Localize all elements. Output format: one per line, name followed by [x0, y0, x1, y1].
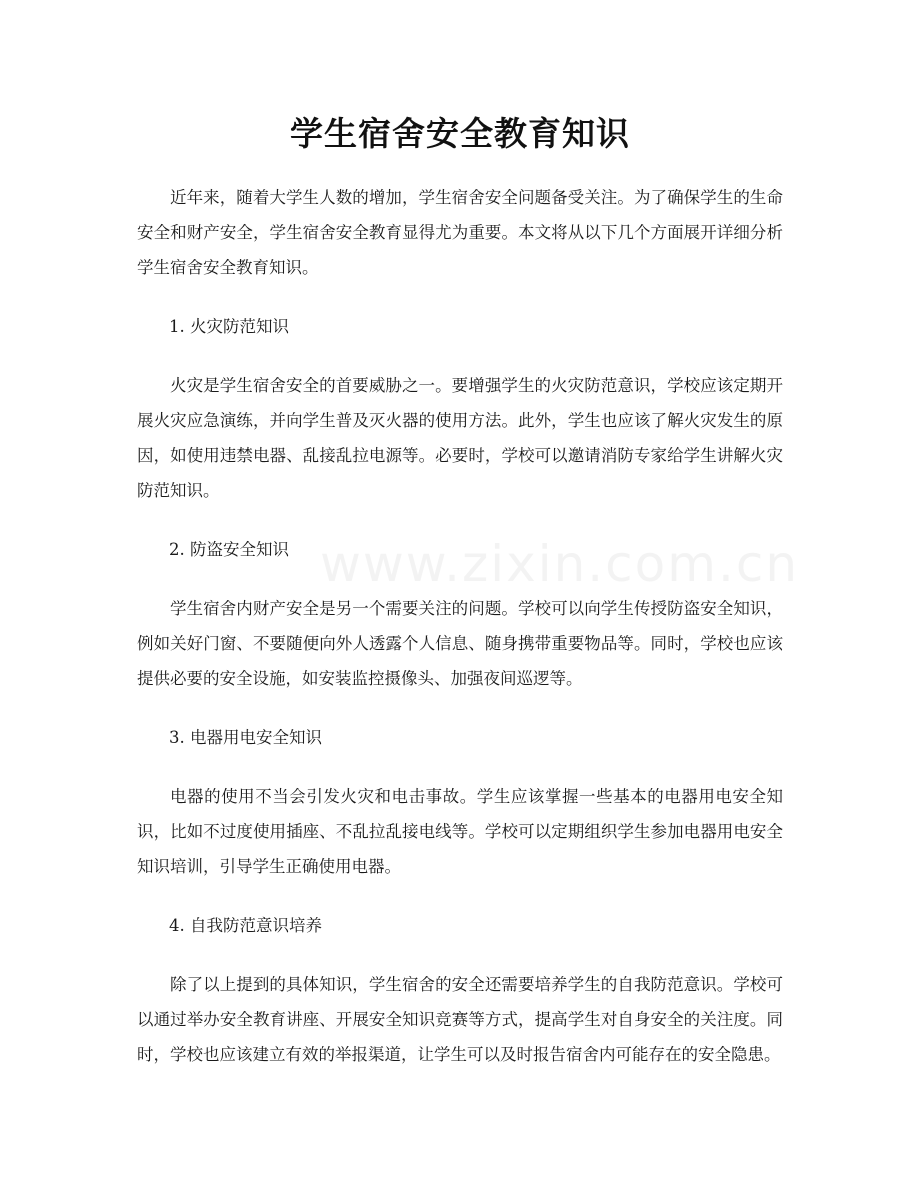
section-heading-self-defense: 4. 自我防范意识培养 [169, 916, 322, 935]
section-heading-electric: 3. 电器用电安全知识 [169, 728, 322, 747]
document-title: 学生宿舍安全教育知识 [290, 114, 630, 153]
document-body [137, 180, 783, 1096]
section-heading-fire: 1. 火灾防范知识 [169, 317, 289, 336]
watermark: www.zixin.com.cn [320, 535, 800, 593]
section-paragraph-fire: 火灾是学生宿舍安全的首要威胁之一。要增强学生的火灾防范意识，学校应该定期开展火灾应急演练，并向学生普及灭火器的使用方法。此外，学生也应该了解火灾发生的原因，如使用违禁电器、乱接乱拉电源等。必要时，学校可以邀请消防专家给学生讲解火灾防范知识。 [137, 376, 783, 500]
section-paragraph-self-defense: 除了以上提到的具体知识，学生宿舍的安全还需要培养学生的自我防范意识。学校可以通过举办安全教育讲座、开展安全知识竞赛等方式，提高学生对自身安全的关注度。同时，学校也应该建立有效的举报渠道，让学生可以及时报告宿舍内可能存在的安全隐患。 [137, 975, 783, 1064]
section-paragraph-theft: 学生宿舍内财产安全是另一个需要关注的问题。学校可以向学生传授防盗安全知识，例如关好门窗、不要随便向外人透露个人信息、随身携带重要物品等。同时，学校也应该提供必要的安全设施，如安装监控摄像头、加强夜间巡逻等。 [137, 599, 783, 688]
section-paragraph-electric: 电器的使用不当会引发火灾和电击事故。学生应该掌握一些基本的电器用电安全知识，比如不过度使用插座、不乱拉乱接电线等。学校可以定期组织学生参加电器用电安全知识培训，引导学生正确使用电器。 [137, 787, 783, 876]
section-heading-theft: 2. 防盗安全知识 [169, 540, 289, 559]
intro-paragraph: 近年来，随着大学生人数的增加，学生宿舍安全问题备受关注。为了确保学生的生命安全和财产安全，学生宿舍安全教育显得尤为重要。本文将从以下几个方面展开详细分析学生宿舍安全教育知识。 [137, 188, 783, 277]
